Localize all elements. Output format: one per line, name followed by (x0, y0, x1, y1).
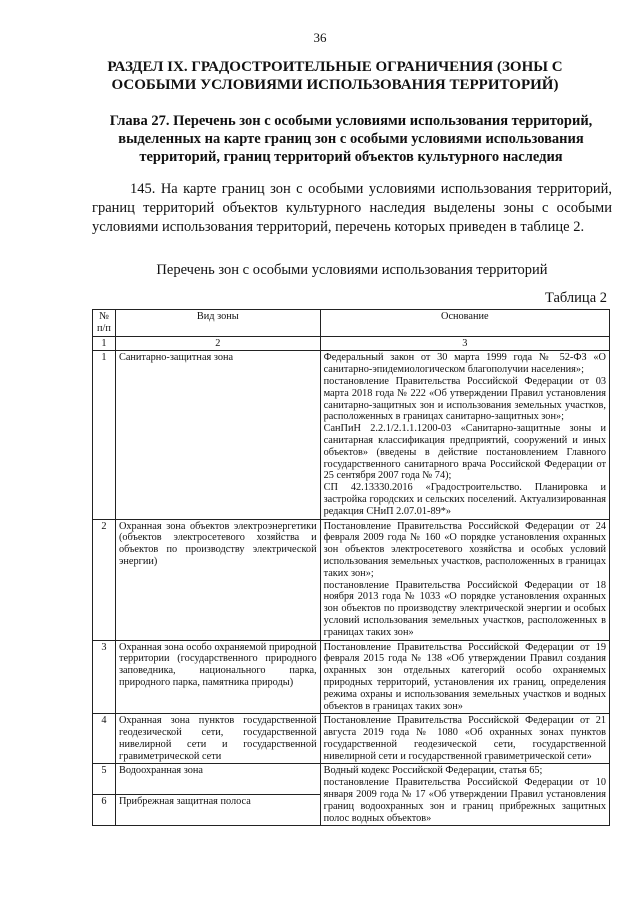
table-row (93, 351, 610, 519)
basis-line: СанПиН 2.2.1/2.1.1.1200-03 «Санитарно-защитные зоны и санитарная классификация предприятий, сооружений и иных объектов» (введены в действие постановлением Главного государственного санитарного врача Российской Федерации от 25 сентября 2007 года № 74); (323, 423, 606, 482)
row-basis (320, 640, 609, 714)
row-num: 1 (93, 351, 116, 519)
basis-line: Постановление Правительства Российской Федерации от 24 февраля 2009 года № 160 «О порядке установления охранных зон объектов электросетевого хозяйства и особых условий использования земельных участков, расположенных в границах таких зон»; (323, 520, 606, 579)
page-number: 36 (313, 30, 327, 45)
basis-line: Федеральный закон от 30 марта 1999 года № 52-ФЗ «О санитарно-эпидемиологическом благополучии населения»; (323, 352, 606, 376)
basis-line: постановление Правительства Российской Федерации от 10 января 2009 года № 17 «Об утверждении Правил установления границ водоохранных зон и границ прибрежных защитных полос водных объектов» (323, 777, 606, 824)
chapter-title: Глава 27. Перечень зон с особыми условиями использования территорий, выделенных на карте границ зон с особыми условиями использования территорий, границ территорий объектов культурного наследия (109, 113, 593, 165)
table-column-numbers-row (93, 336, 610, 351)
row-zone: Охранная зона пунктов государственной геодезической сети, государственной нивелирной сети и государственной гравиметрической сети (115, 714, 320, 764)
row-num: 5 (93, 764, 116, 795)
table-row (93, 640, 610, 714)
row-basis (320, 351, 609, 519)
paragraph-text: 145. На карте границ зон с особыми условиями использования территорий, границ территорий объектов культурного наследия выделены зоны с особыми условиями использования территорий, перечень которых приведен в таблице 2. (92, 181, 612, 235)
zones-table (92, 309, 610, 826)
basis-line: постановление Правительства Российской Федерации от 18 ноября 2013 года № 1033 «О порядке установления охранных зон объектов по производству электрической энергии и особых условий использования земельных участков, расположенных в границах таких зон» (323, 579, 606, 638)
row-zone: Санитарно-защитная зона (115, 351, 320, 519)
header-zone: Вид зоны (115, 310, 320, 337)
row-num: 2 (93, 519, 116, 640)
basis-line: Водный кодекс Российской Федерации, статья 65; (323, 765, 543, 777)
row-basis (320, 519, 609, 640)
table-header-row (93, 310, 610, 337)
header-num: № п/п (93, 310, 116, 337)
basis-line: постановление Правительства Российской Федерации от 03 марта 2018 года № 222 «Об утверждении Правил установления санитарно-защитных зон и использования земельных участков, расположенных в границах санитарно-защитных зон»; (323, 375, 606, 423)
row-zone: Охранная зона объектов электроэнергетики (объектов электросетевого хозяйства и объектов по производству электрической энергии) (115, 519, 320, 640)
table-row (93, 714, 610, 764)
section-title: РАЗДЕЛ IX. ГРАДОСТРОИТЕЛЬНЫЕ ОГРАНИЧЕНИЯ (ЗОНЫ С ОСОБЫМИ УСЛОВИЯМИ ИСПОЛЬЗОВАНИЯ ТЕРРИТОРИЙ) (107, 59, 563, 93)
header-basis: Основание (320, 310, 609, 337)
row-zone: Охранная зона особо охраняемой природной территории (государственного природного заповедника, национального парка, природного парка, памятника природы) (115, 640, 320, 714)
colnum-2: 2 (115, 336, 320, 351)
row-num: 4 (93, 714, 116, 764)
table-row (93, 519, 610, 640)
row-basis (320, 714, 609, 764)
colnum-3: 3 (320, 336, 609, 351)
row-num: 6 (93, 795, 116, 826)
row-basis-shared (320, 764, 609, 826)
basis-line: СП 42.13330.2016 «Градостроительство. Планировка и застройка городских и сельских поселений. Актуализированная редакция СНиП 2.07.01-89*» (323, 482, 606, 517)
row-num: 3 (93, 640, 116, 714)
paragraph-145 (92, 180, 612, 237)
table-row (93, 764, 610, 795)
basis-line: Постановление Правительства Российской Федерации от 21 августа 2019 года № 1080 «Об охранных зонах пунктов государственной геодезической сети, государственной нивелирной сети и государственной гравиметрической сети» (323, 715, 606, 762)
colnum-1: 1 (93, 336, 116, 351)
table-caption: Перечень зон с особыми условиями использования территорий (156, 262, 548, 278)
row-zone: Прибрежная защитная полоса (115, 795, 320, 826)
basis-line: Постановление Правительства Российской Федерации от 19 февраля 2015 года № 138 «Об утверждении Правил создания охранных зон отдельных категорий особо охраняемых природных территорий, установления их границ, определения режима охраны и использования земельных участков и водных объектов в границах таких зон» (323, 641, 606, 712)
row-zone: Водоохранная зона (115, 764, 320, 795)
table-label: Таблица 2 (544, 290, 607, 306)
